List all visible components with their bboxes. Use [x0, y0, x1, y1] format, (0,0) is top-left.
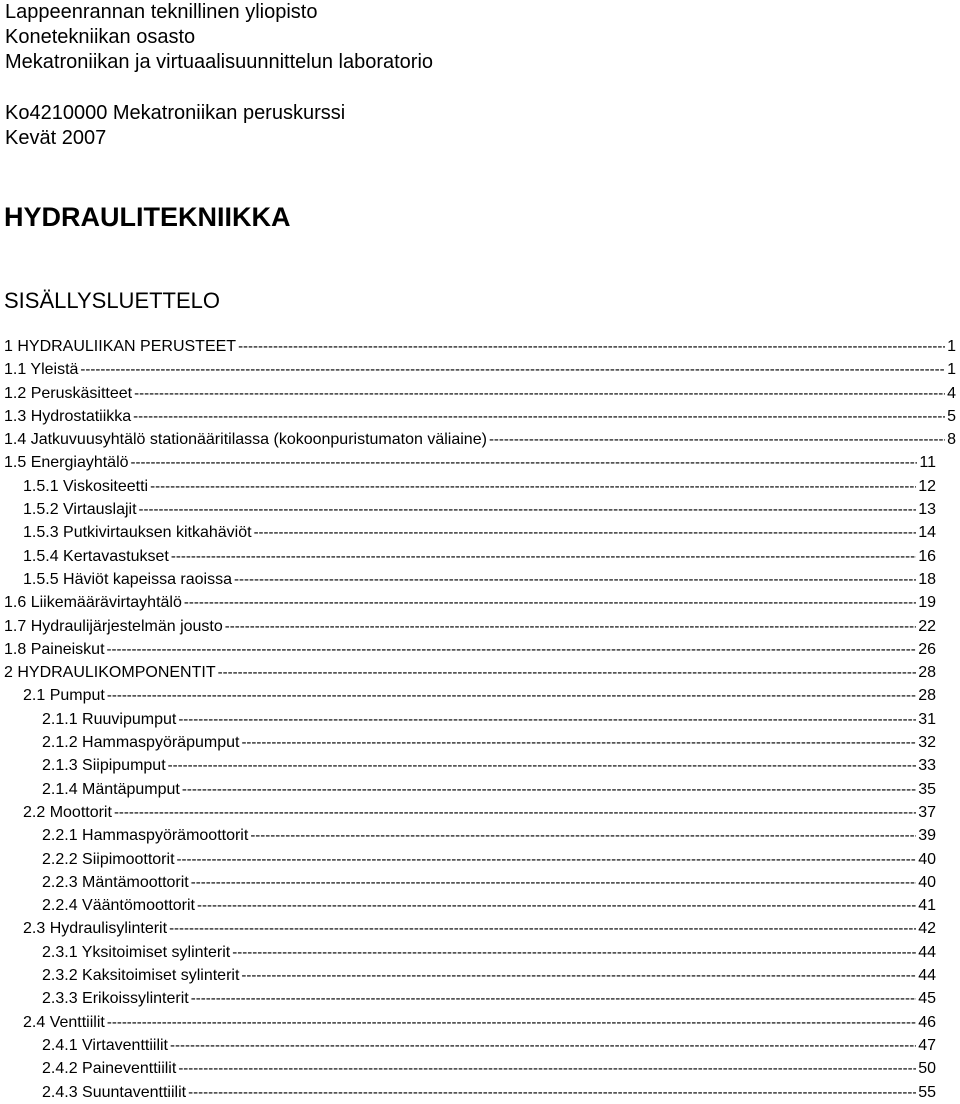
toc-entry[interactable]	[0, 824, 960, 847]
toc-entry-page: 42	[918, 920, 936, 938]
toc-entry-title: 2.4.2 Paineventtiilit	[42, 1060, 177, 1078]
toc-entry[interactable]	[0, 638, 960, 661]
toc-entry[interactable]	[0, 661, 960, 684]
toc-entry[interactable]	[0, 917, 960, 940]
toc-entry[interactable]	[0, 964, 960, 987]
toc-entry-title: 2.4.3 Suuntaventtiilit	[42, 1083, 187, 1101]
toc-dot-leader	[107, 684, 916, 707]
toc-entry[interactable]	[0, 382, 960, 405]
toc-dot-leader	[191, 987, 916, 1010]
toc-dot-leader	[107, 638, 917, 661]
toc-heading: SISÄLLYSLUETTELO	[4, 288, 221, 313]
toc-dot-leader	[184, 591, 916, 614]
department-name: Konetekniikan osasto	[5, 26, 196, 48]
toc-entry-title: 1 HYDRAULIIKAN PERUSTEET	[4, 338, 237, 355]
toc-entry-page: 37	[918, 803, 936, 821]
toc-entry-page: 40	[918, 873, 936, 891]
toc-dot-leader	[232, 941, 916, 964]
toc-entry-title: 1.5 Energiayhtälö	[4, 454, 129, 472]
toc-entry-page: 33	[918, 757, 936, 775]
toc-entry-page: 16	[918, 547, 936, 565]
toc-entry-title: 1.7 Hydraulijärjestelmän jousto	[4, 617, 223, 635]
document-title: HYDRAULITEKNIIKKA	[4, 202, 291, 232]
toc-entry-title: 2.1.3 Siipipumput	[42, 757, 166, 775]
toc-entry[interactable]	[0, 1034, 960, 1057]
toc-entry-page: 31	[918, 710, 936, 728]
toc-entry-page: 41	[918, 897, 936, 915]
toc-entry-title: 2.3 Hydraulisylinterit	[23, 920, 168, 938]
toc-entry-title: 1.5.5 Häviöt kapeissa raoissa	[23, 570, 232, 588]
toc-dot-leader	[139, 498, 917, 521]
toc-entry-page: 28	[918, 664, 936, 682]
toc-entry-title: 2.1 Pumput	[23, 687, 105, 705]
toc-entry-title: 1.2 Peruskäsitteet	[4, 384, 133, 402]
toc-entry-page: 22	[918, 617, 936, 635]
toc-dot-leader	[191, 871, 916, 894]
toc-entry[interactable]	[0, 475, 960, 498]
toc-entry-page: 45	[918, 990, 936, 1008]
toc-entry-page: 26	[918, 640, 936, 658]
toc-entry-page: 4	[947, 384, 956, 402]
toc-entry-title: 2.1.1 Ruuvipumput	[42, 710, 177, 728]
toc-entry-page: 40	[918, 850, 936, 868]
toc-entry[interactable]	[0, 568, 960, 591]
toc-entry-title: 2.2.4 Vääntömoottorit	[42, 897, 195, 915]
toc-entry-title: 1.6 Liikemäärävirtayhtälö	[4, 594, 182, 612]
toc-entry[interactable]	[0, 335, 960, 358]
toc-entry[interactable]	[0, 684, 960, 707]
toc-entry[interactable]	[0, 731, 960, 754]
toc-entry-page: 19	[918, 594, 936, 612]
toc-entry-title: 2.2.2 Siipimoottorit	[42, 850, 175, 868]
toc-dot-leader	[178, 1057, 916, 1080]
toc-entry-title: 2.3.2 Kaksitoimiset sylinterit	[42, 967, 240, 985]
toc-entry-page: 12	[918, 477, 936, 495]
toc-entry[interactable]	[0, 894, 960, 917]
laboratory-name: Mekatroniikan ja virtuaalisuunnittelun laboratorio	[5, 51, 434, 73]
toc-entry-title: 2.3.3 Erikoissylinterit	[42, 990, 189, 1008]
toc-entry-page: 11	[919, 454, 936, 472]
toc-entry[interactable]	[0, 358, 960, 381]
toc-dot-leader	[133, 405, 945, 428]
toc-entry[interactable]	[0, 987, 960, 1010]
toc-entry[interactable]	[0, 615, 960, 638]
toc-dot-leader	[134, 382, 945, 405]
toc-entry-title: 2.4 Venttiilit	[23, 1013, 105, 1031]
toc-entry[interactable]	[0, 1057, 960, 1080]
toc-dot-leader	[218, 661, 917, 684]
toc-entry-page: 5	[947, 407, 956, 425]
toc-dot-leader	[80, 358, 945, 381]
toc-dot-leader	[489, 428, 945, 451]
toc-entry-title: 2.1.2 Hammaspyöräpumput	[42, 734, 240, 752]
toc-entry[interactable]	[0, 778, 960, 801]
toc-entry-page: 44	[918, 967, 936, 985]
toc-entry-title: 2.4.1 Virtaventtiilit	[42, 1036, 168, 1054]
toc-entry-page: 1	[947, 361, 956, 379]
toc-dot-leader	[254, 521, 917, 544]
toc-dot-leader	[150, 475, 916, 498]
toc-dot-leader	[188, 1081, 916, 1104]
toc-entry-page: 8	[947, 431, 956, 449]
toc-dot-leader	[178, 708, 916, 731]
toc-dot-leader	[197, 894, 916, 917]
toc-entry-page: 32	[918, 734, 936, 752]
toc-dot-leader	[241, 731, 916, 754]
toc-entry-page: 55	[918, 1083, 936, 1101]
toc-entry[interactable]	[0, 754, 960, 777]
toc-entry[interactable]	[0, 941, 960, 964]
toc-entry-page: 50	[918, 1060, 936, 1078]
toc-dot-leader	[168, 754, 917, 777]
course-term: Kevät 2007	[5, 127, 107, 149]
toc-entry-page: 35	[918, 780, 936, 798]
toc-entry-title: 1.1 Yleistä	[4, 361, 79, 379]
toc-entry-page: 13	[918, 501, 936, 519]
toc-entry-title: 2.2.3 Mäntämoottorit	[42, 873, 189, 891]
toc-entry-title: 2.1.4 Mäntäpumput	[42, 780, 180, 798]
toc-entry[interactable]	[0, 451, 960, 474]
toc-dot-leader	[177, 848, 917, 871]
toc-entry[interactable]	[0, 801, 960, 824]
toc-entry[interactable]	[0, 498, 960, 521]
toc-entry-title: 1.4 Jatkuvuusyhtälö stationääritilassa (kokoonpuristumaton väliaine)	[4, 431, 487, 449]
toc-dot-leader	[171, 545, 916, 568]
toc-entry-page: 1	[947, 338, 956, 355]
toc-entry-page: 46	[918, 1013, 936, 1031]
toc-entry-title: 2.2 Moottorit	[23, 803, 112, 821]
toc-entry-title: 1.5.4 Kertavastukset	[23, 547, 169, 565]
toc-entry[interactable]	[0, 405, 960, 428]
toc-entry-page: 47	[918, 1036, 936, 1054]
course-name: Ko4210000 Mekatroniikan peruskurssi	[5, 102, 346, 124]
toc-dot-leader	[241, 964, 916, 987]
table-of-contents	[0, 335, 960, 1104]
toc-entry-title: 2 HYDRAULIKOMPONENTIT	[4, 664, 216, 682]
toc-entry[interactable]	[0, 521, 960, 544]
toc-dot-leader	[182, 778, 916, 801]
toc-entry[interactable]	[0, 428, 960, 451]
toc-entry-title: 2.3.1 Yksitoimiset sylinterit	[42, 943, 231, 961]
toc-entry[interactable]	[0, 1081, 960, 1104]
toc-entry-page: 28	[918, 687, 936, 705]
toc-dot-leader	[131, 451, 918, 474]
toc-dot-leader	[170, 1034, 916, 1057]
toc-entry-title: 1.8 Paineiskut	[4, 640, 105, 658]
toc-dot-leader	[225, 615, 916, 638]
toc-dot-leader	[238, 335, 945, 358]
toc-entry-page: 18	[918, 570, 936, 588]
toc-entry-page: 14	[918, 524, 936, 542]
toc-dot-leader	[234, 568, 916, 591]
toc-dot-leader	[107, 1011, 916, 1034]
toc-dot-leader	[250, 824, 916, 847]
toc-entry-title: 1.5.3 Putkivirtauksen kitkahäviöt	[23, 524, 252, 542]
toc-entry[interactable]	[0, 1011, 960, 1034]
toc-entry-title: 1.3 Hydrostatiikka	[4, 407, 132, 425]
toc-dot-leader	[114, 801, 916, 824]
toc-entry-title: 1.5.1 Viskositeetti	[23, 477, 149, 495]
university-name: Lappeenrannan teknillinen yliopisto	[5, 1, 318, 23]
toc-entry[interactable]	[0, 545, 960, 568]
toc-entry-title: 2.2.1 Hammaspyörämoottorit	[42, 827, 249, 845]
toc-entry-page: 44	[918, 943, 936, 961]
toc-entry-title: 1.5.2 Virtauslajit	[23, 501, 137, 519]
toc-entry[interactable]	[0, 871, 960, 894]
toc-entry[interactable]	[0, 708, 960, 731]
toc-entry-page: 39	[918, 827, 936, 845]
toc-entry[interactable]	[0, 848, 960, 871]
toc-entry[interactable]	[0, 591, 960, 614]
toc-dot-leader	[169, 917, 916, 940]
